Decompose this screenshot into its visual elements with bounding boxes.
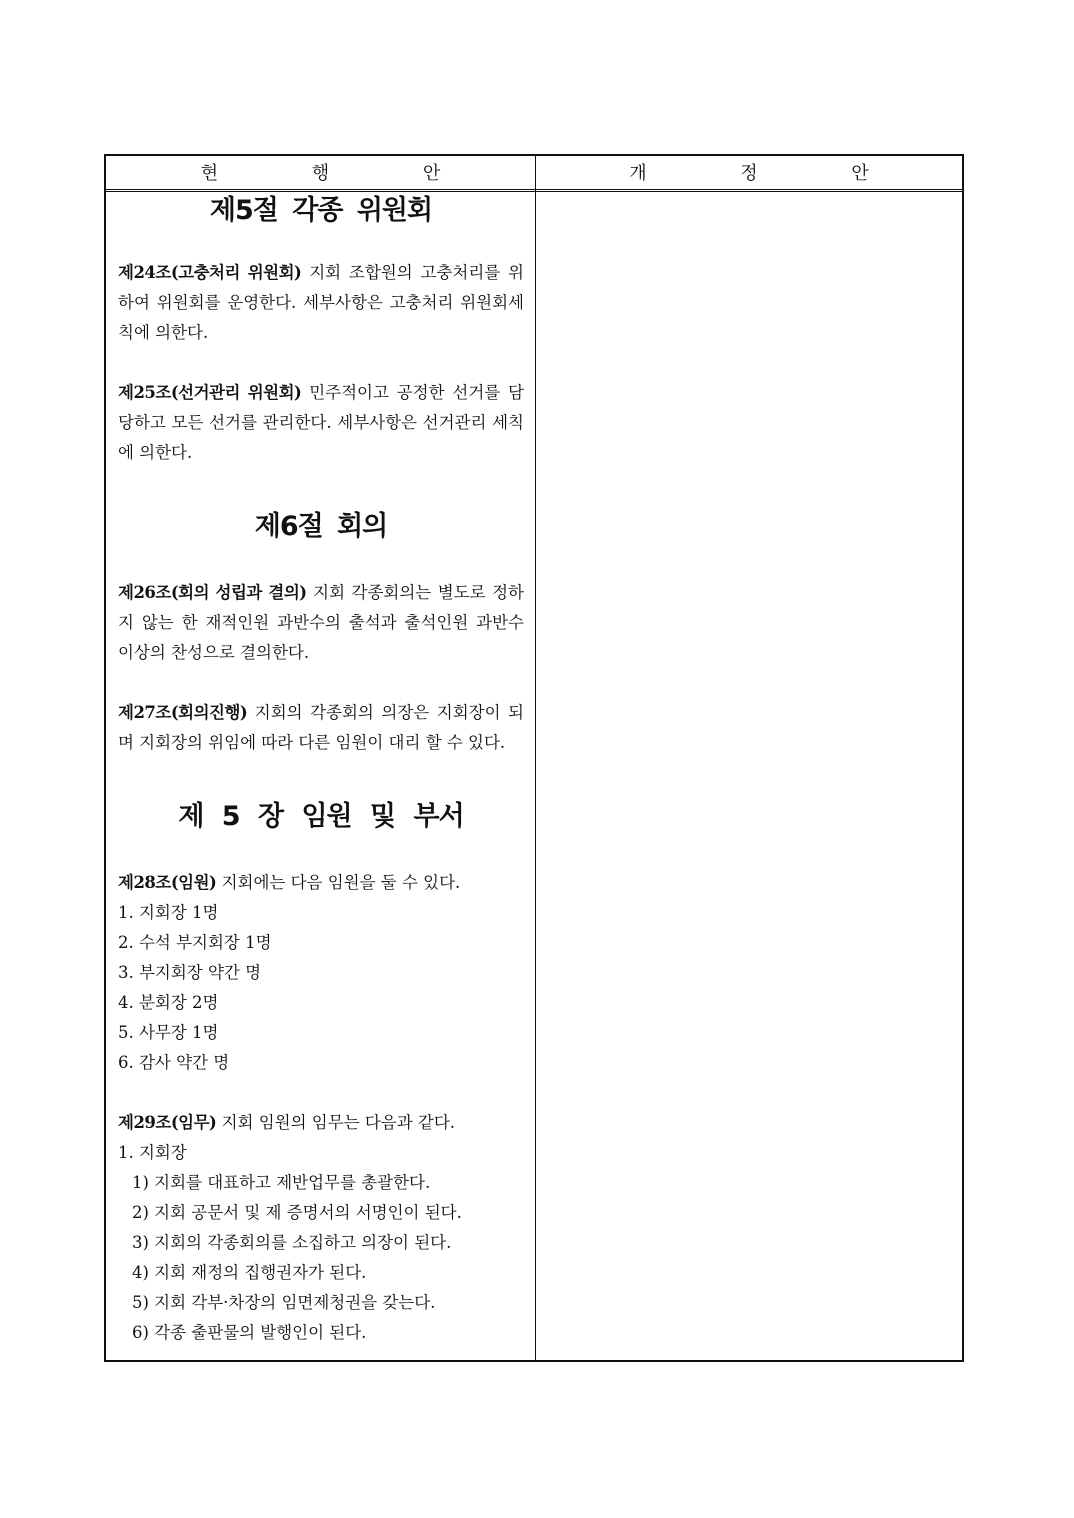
section-title-5: 제5절 각종 위원회	[209, 195, 433, 226]
article-24-body: 지회 조합원의 고충처리를 위하여 위원회를 운영한다. 세부사항은 고충처리 위원회세칙에 의한다.	[118, 263, 524, 342]
current-column-header: 현 행 안	[200, 163, 485, 184]
sub-list-item: 1) 지회를 대표하고 제반업무를 총괄한다.	[132, 1173, 431, 1192]
table-header	[106, 156, 962, 192]
revised-text-column	[536, 194, 962, 1360]
article-26-body: 지회 각종회의는 별도로 정하지 않는 한 재적인원 과반수의 출석과 출석인원 과반수 이상의 찬성으로 결의한다.	[118, 583, 524, 662]
article-29-heading: 제29조(임무)	[118, 1113, 217, 1132]
article-28-body: 지회에는 다음 임원을 둘 수 있다.	[216, 873, 461, 892]
chapter-title-5: 제 5 장 임원 및 부서	[178, 801, 464, 832]
article-24	[118, 258, 524, 348]
sub-list-item: 5) 지회 각부·차장의 임면제청권을 갖는다.	[132, 1293, 436, 1312]
revised-column-header: 개 정 안	[629, 163, 913, 184]
article-26-heading: 제26조(회의 성립과 결의)	[118, 583, 307, 602]
list-item: 3. 부지회장 약간 명	[118, 963, 262, 982]
current-text-column	[118, 194, 524, 1348]
article-27-body: 지회의 각종회의 의장은 지회장이 되며 지회장의 위임에 따라 다른 임원이 대리 할 수 있다.	[118, 703, 524, 752]
list-item: 6. 감사 약간 명	[118, 1053, 230, 1072]
article-29-body: 지회 임원의 임무는 다음과 같다.	[216, 1113, 456, 1132]
list-item: 1. 지회장 1명	[118, 903, 219, 922]
list-item: 1. 지회장	[118, 1143, 187, 1162]
article-28	[118, 868, 524, 898]
sub-list-item: 4) 지회 재정의 집행권자가 된다.	[132, 1263, 367, 1282]
article-25	[118, 378, 524, 468]
article-26	[118, 578, 524, 668]
article-27-heading: 제27조(회의진행)	[118, 703, 248, 722]
comparison-table	[104, 154, 964, 1362]
list-item: 4. 분회장 2명	[118, 993, 219, 1012]
article-29	[118, 1108, 524, 1138]
sub-list-item: 2) 지회 공문서 및 제 증명서의 서명인이 된다.	[132, 1203, 462, 1222]
article-28-heading: 제28조(임원)	[118, 873, 217, 892]
article-24-heading: 제24조(고충처리 위원회)	[118, 263, 302, 282]
sub-list-item: 6) 각종 출판물의 발행인이 된다.	[132, 1323, 367, 1342]
section-title-6: 제6절 회의	[254, 511, 388, 542]
list-item: 5. 사무장 1명	[118, 1023, 219, 1042]
article-25-heading: 제25조(선거관리 위원회)	[118, 383, 302, 402]
list-item: 2. 수석 부지회장 1명	[118, 933, 272, 952]
sub-list-item: 3) 지회의 각종회의를 소집하고 의장이 된다.	[132, 1233, 452, 1252]
article-27	[118, 698, 524, 758]
article-25-body: 민주적이고 공정한 선거를 담당하고 모든 선거를 관리한다. 세부사항은 선거관리 세칙에 의한다.	[118, 383, 524, 462]
